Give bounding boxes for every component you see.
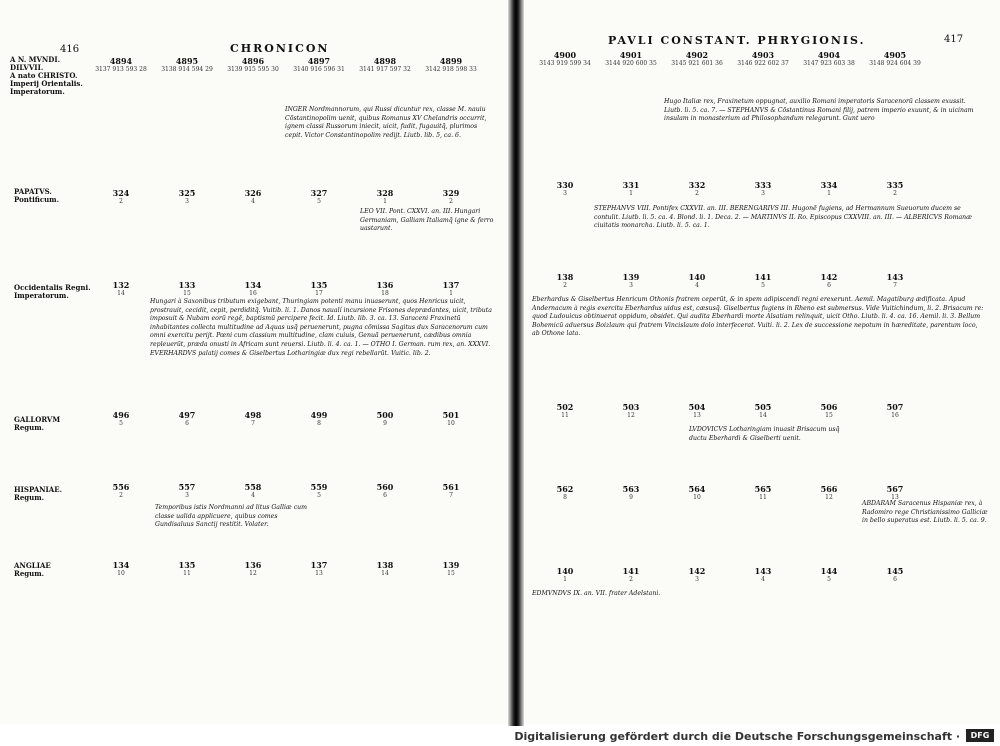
year: 136 [376, 280, 394, 290]
sub-numbers: 7 [893, 282, 897, 289]
year: 507 [886, 402, 904, 412]
year: 141 [622, 566, 640, 576]
sub-numbers: 1 [563, 576, 567, 583]
sub-numbers: 3140 916 596 31 [293, 66, 345, 73]
sub-numbers: 14 [759, 412, 767, 419]
sub-numbers: 2 [893, 190, 897, 197]
year: 559 [310, 482, 328, 492]
sub-numbers: 3148 924 604 39 [869, 60, 921, 67]
year: 326 [244, 188, 262, 198]
row-label: GALLORVM Regum. [14, 415, 61, 432]
year: 504 [688, 402, 706, 412]
year: 134 [112, 560, 130, 570]
row-label: HISPANIAE. Regum. [14, 485, 63, 502]
entry-text: ABDARAM Saracenus Hispaniæ rex, à Radomiro rege Christianissimo Galliciæ in bello superatus est. Liutb. li. 5. ca. 9. [862, 500, 988, 525]
year: 561 [442, 482, 460, 492]
page-header: CHRONICON [230, 42, 330, 55]
sub-numbers: 6 [827, 282, 831, 289]
year: 4898 [373, 56, 397, 66]
sub-numbers: 15 [447, 570, 455, 577]
year: 139 [442, 560, 460, 570]
year: 4904 [817, 50, 841, 60]
sub-numbers: 14 [381, 570, 389, 577]
sub-numbers: 16 [891, 412, 899, 419]
year: 138 [376, 560, 394, 570]
sub-numbers: 5 [119, 420, 123, 427]
sub-numbers: 7 [251, 420, 255, 427]
year: 4897 [307, 56, 331, 66]
year: 140 [688, 272, 706, 282]
sub-numbers: 13 [891, 494, 899, 501]
dfg-logo: DFG [966, 729, 994, 742]
sub-numbers: 6 [383, 492, 387, 499]
sub-numbers: 4 [251, 198, 255, 205]
year: 145 [886, 566, 904, 576]
year: 500 [376, 410, 394, 420]
sub-numbers: 12 [825, 494, 833, 501]
year: 333 [754, 180, 772, 190]
year: 501 [442, 410, 460, 420]
sub-numbers: 11 [561, 412, 569, 419]
sub-numbers: 4 [251, 492, 255, 499]
sub-numbers: 2 [629, 576, 633, 583]
sub-numbers: 5 [317, 492, 321, 499]
sub-numbers: 3 [695, 576, 699, 583]
year: 567 [886, 484, 904, 494]
entry-text: Eberhardus & Giselbertus Henricum Othonis fratrem ceperũt, & in spem adipiscendi regni erexerunt. Aemil. Magatiburg ædificata. Apud Andernacum à regis exercitu Eberhardus uidus est, cæsusq̃. Giselbertus fugiens in Rheno est submersus. Vide Vuitichindum, li. 2. Brisacum re: quod Ludouicus obtinuerat oppidum, obsidet. Qui audita Eberhardi morte Alsatiam relinquit, uicit Otho. Liutb. li. 4. ca. 16. Aemil. li. 3. Bellum Bohemicũ aduersus Boizlaum qui fratrem Vincislaum dolo interfecerat. Vuiti. li. 2. Lex de successione nepotum in hæreditate, parentum loco, ab Othone lata. [532, 296, 984, 338]
sub-numbers: 15 [183, 290, 191, 297]
sub-numbers: 3144 920 600 35 [605, 60, 657, 67]
year: 140 [556, 566, 574, 576]
year: 143 [886, 272, 904, 282]
year: 499 [310, 410, 328, 420]
sub-numbers: 7 [449, 492, 453, 499]
year: 556 [112, 482, 130, 492]
entry-text: INGER Nordmannorum, qui Russi dicuntur rex, classe M. nauiu Cõstantinopolim uenit, quibus Romanus XV Chelandris occurrit, ignem classi Russorum iniecit, uicit, fudit, fugauitq̃, plurimos cepit. Victor Constantinopolim redijt. Liutb. lib. 5, ca. 6. [285, 106, 487, 139]
sub-numbers: 4 [695, 282, 699, 289]
sub-numbers: 3141 917 597 32 [359, 66, 411, 73]
sub-numbers: 3 [185, 198, 189, 205]
sub-numbers: 5 [317, 198, 321, 205]
sub-numbers: 3 [563, 190, 567, 197]
sub-numbers: 10 [117, 570, 125, 577]
year: 564 [688, 484, 706, 494]
sub-numbers: 12 [627, 412, 635, 419]
year: 4899 [439, 56, 463, 66]
sub-numbers: 17 [315, 290, 323, 297]
entry-text: Temporibus istis Nordmanni ad litus Galliæ cum classe ualida applicuere, quibus comes Gundisaluus Sanctij restitit. Volater. [155, 504, 308, 529]
sub-numbers: 5 [761, 282, 765, 289]
entry-text: EDMVNDVS IX. an. VII. frater Adelstani. [532, 590, 661, 597]
year: 506 [820, 402, 838, 412]
footer-bar [0, 726, 1000, 746]
year: 498 [244, 410, 262, 420]
sub-numbers: 13 [693, 412, 701, 419]
year: 144 [820, 566, 838, 576]
year: 334 [820, 180, 838, 190]
sub-numbers: 16 [249, 290, 257, 297]
sub-numbers: 5 [827, 576, 831, 583]
sub-numbers: 3147 923 603 38 [803, 60, 855, 67]
sub-numbers: 2 [449, 198, 453, 205]
sub-numbers: 12 [249, 570, 257, 577]
year: 142 [688, 566, 706, 576]
sub-numbers: 2 [695, 190, 699, 197]
sub-numbers: 1 [629, 190, 633, 197]
entry-text: STEPHANVS VIII. Pontifex CXXVII. an. III. BERENGARIVS III. Hugonẽ fugiens, ad Hermannum Sueuorum ducem se contulit. Liutb. li. 5. ca. 4. Blond. li. 1. Deca. 2. — MARTINVS II. Ro. Episcopus CXXVIII. an. III. — ALBERICVS Romanæ ciuitatis monarcha. Liutb. li. 5. ca. 1. [594, 205, 972, 230]
year: 134 [244, 280, 262, 290]
sub-numbers: 3139 915 595 30 [227, 66, 279, 73]
year: 4894 [109, 56, 133, 66]
sub-numbers: 2 [119, 198, 123, 205]
sub-numbers: 3142 918 598 33 [425, 66, 477, 73]
sub-numbers: 2 [119, 492, 123, 499]
year: 4900 [553, 50, 577, 60]
sub-numbers: 6 [185, 420, 189, 427]
year: 327 [310, 188, 328, 198]
year: 331 [622, 180, 640, 190]
year: 135 [310, 280, 328, 290]
year: 132 [112, 280, 130, 290]
sub-numbers: 3 [185, 492, 189, 499]
year: 4903 [751, 50, 775, 60]
year: 143 [754, 566, 772, 576]
sub-numbers: 11 [183, 570, 191, 577]
sub-numbers: 1 [827, 190, 831, 197]
year: 560 [376, 482, 394, 492]
sub-numbers: 3 [761, 190, 765, 197]
year: 325 [178, 188, 196, 198]
year: 335 [886, 180, 904, 190]
entry-text: LVDOVICVS Lotharingiam inuasit Brisacum usq̃ ductu Eberhardi & Giselberti uenit. [689, 426, 840, 442]
sub-numbers: 13 [315, 570, 323, 577]
sub-numbers: 18 [381, 290, 389, 297]
sub-numbers: 8 [317, 420, 321, 427]
sub-numbers: 6 [893, 576, 897, 583]
sub-numbers: 3143 919 599 34 [539, 60, 591, 67]
sub-numbers: 3 [629, 282, 633, 289]
page-header: PAVLI CONSTANT. PHRYGIONIS. [608, 34, 866, 47]
year: 330 [556, 180, 574, 190]
page-number: 417 [944, 34, 964, 45]
year: 139 [622, 272, 640, 282]
row-label: Occidentalis Regni. Imperatorum. [14, 283, 91, 300]
sub-numbers: 14 [117, 290, 125, 297]
right-page [524, 0, 1000, 724]
sub-numbers: 3138 914 594 29 [161, 66, 213, 73]
year: 497 [178, 410, 196, 420]
year: 505 [754, 402, 772, 412]
sub-numbers: 1 [449, 290, 453, 297]
year: 4901 [619, 50, 643, 60]
entry-text: Hugo Italiæ rex, Fraxinetum oppugnat, auxilio Romani imperatoris Saracenorũ classem exussit. Liutb. li. 5. ca. 7. — STEPHANVS & Cõstantinus Romani filij, patrem imperio exuunt, & in uicinam insulam in monasterium ad Philosophandum relegarunt. Gunt uero [664, 98, 974, 123]
year: 503 [622, 402, 640, 412]
year: 137 [310, 560, 328, 570]
funding-credit: Digitalisierung gefördert durch die Deutsche Forschungsgemeinschaft · [514, 730, 960, 743]
sub-numbers: 10 [447, 420, 455, 427]
year: 4895 [175, 56, 199, 66]
year: 142 [820, 272, 838, 282]
year: 558 [244, 482, 262, 492]
year: 502 [556, 402, 574, 412]
year: 137 [442, 280, 460, 290]
year: 566 [820, 484, 838, 494]
year: 133 [178, 280, 196, 290]
sub-numbers: 1 [383, 198, 387, 205]
book-gutter [508, 0, 524, 726]
row-label: PAPATVS. Pontificum. [14, 187, 60, 204]
entry-text: LEO VII. Pont. CXXVI. an. III. Hungari Germaniam, Galliam Italiamq̃ igne & ferro uastarunt. [360, 208, 494, 233]
year: 136 [244, 560, 262, 570]
year: 562 [556, 484, 574, 494]
year: 332 [688, 180, 706, 190]
year: 141 [754, 272, 772, 282]
year: 496 [112, 410, 130, 420]
year: 565 [754, 484, 772, 494]
row-label: ANGLIAE Regum. [14, 561, 51, 578]
year: 4896 [241, 56, 265, 66]
sub-numbers: 11 [759, 494, 767, 501]
row-label: A N. MVNDI. DILVVII. A nato CHRISTO. Imperij Orientalis. Imperatorum. [10, 55, 83, 96]
year: 329 [442, 188, 460, 198]
year: 563 [622, 484, 640, 494]
sub-numbers: 10 [693, 494, 701, 501]
sub-numbers: 15 [825, 412, 833, 419]
sub-numbers: 2 [563, 282, 567, 289]
year: 4905 [883, 50, 907, 60]
year: 4902 [685, 50, 709, 60]
year: 135 [178, 560, 196, 570]
sub-numbers: 9 [629, 494, 633, 501]
left-page [0, 0, 508, 724]
sub-numbers: 3145 921 601 36 [671, 60, 723, 67]
year: 324 [112, 188, 130, 198]
sub-numbers: 3146 922 602 37 [737, 60, 789, 67]
year: 138 [556, 272, 574, 282]
page-number: 416 [60, 44, 80, 55]
sub-numbers: 9 [383, 420, 387, 427]
year: 328 [376, 188, 394, 198]
year: 557 [178, 482, 196, 492]
entry-text: Hungari à Saxonibus tributum exigebant, Thuringiam potenti manu inuaserunt, quos Henricus uicit, prostrauit, cecidit, cepit, perdiditq̃. Vuitib. li. 1. Danos naualí incursione Frisones deprædantes, uicit, tributa imposuit & Nubam eorũ regẽ, baptismũ percipere fecit. Id. Liutb. lib. 3. ca. 13. Saraceni Fraxinetũ inhabitantes collecta multitudine ad Aquas usq̃ peruenerunt, pugna cõmissa Sagitus dux Saracenorum cum omni exercitu perijt. Pœni cum classium multitudine, clam cuiuis, Genuã peruenerunt, cædibus omnia repleuerũt, præda onusti in Africam sunt reuersi. Liutb. li. 4. ca. 1. — OTHO I. German. rum rex, an. XXXVI. EVERHARDVS palatij comes & Giselbertus Lotharingiæ dux regi rebellarũt. Vuitic. lib. 2. [150, 298, 492, 357]
sub-numbers: 3137 913 593 28 [95, 66, 147, 73]
sub-numbers: 4 [761, 576, 765, 583]
sub-numbers: 8 [563, 494, 567, 501]
